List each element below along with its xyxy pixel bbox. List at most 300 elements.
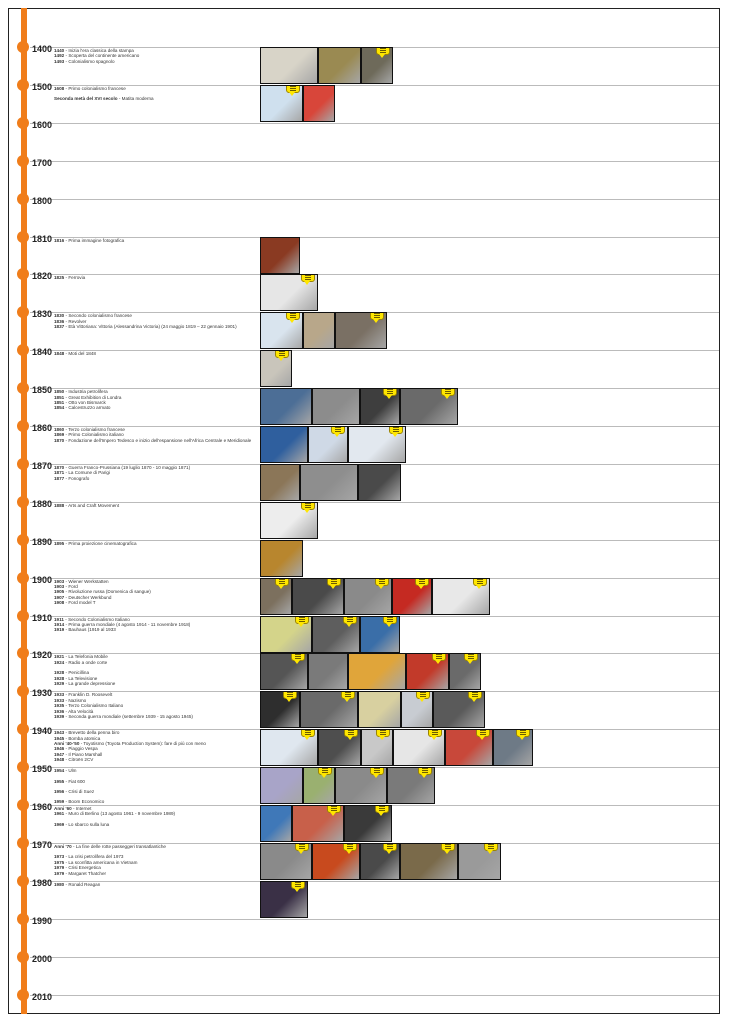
event-text: Bauhaus (1919 al 1933 <box>68 627 116 633</box>
event-item: 1939 - Seconda guerra mondiale (settembre 1939 - 15 agosto 1945) <box>54 713 193 719</box>
event-text: Ford model T <box>68 600 96 606</box>
event-text: Revolver <box>68 318 87 324</box>
note-icon[interactable] <box>283 691 297 699</box>
event-text: La crisi petrolifera del 1973 <box>68 854 124 860</box>
event-photo[interactable] <box>260 350 292 387</box>
event-text: Prima immagine fotografica <box>68 237 125 243</box>
note-icon[interactable] <box>476 729 490 737</box>
note-icon[interactable] <box>370 767 384 775</box>
note-icon[interactable] <box>286 85 300 93</box>
note-icon[interactable] <box>376 47 390 55</box>
year-label: 1500 <box>32 81 53 92</box>
image-strip <box>260 540 303 577</box>
event-photo[interactable] <box>260 237 300 274</box>
note-icon[interactable] <box>331 426 345 434</box>
year-marker-dot <box>17 155 29 167</box>
event-photo[interactable] <box>303 85 335 122</box>
event-photo[interactable] <box>348 426 406 463</box>
note-icon[interactable] <box>295 843 309 851</box>
event-photo[interactable] <box>358 464 401 501</box>
event-item: 1871 - La Comune di Parigi <box>54 470 110 476</box>
event-item: 1850 - Industria petrolifera <box>54 389 108 395</box>
year-marker-dot <box>17 837 29 849</box>
event-photo[interactable] <box>308 426 348 463</box>
event-item: 1933 - Franklin D. Roosevelt <box>54 692 113 698</box>
event-list <box>54 768 259 805</box>
event-text: Terzo colonialismo francese <box>68 427 125 432</box>
event-item: 1895 - Prima proiezione cinematografica <box>54 540 137 546</box>
event-date: 1933 <box>54 692 65 698</box>
year-marker-dot <box>17 875 29 887</box>
event-photo[interactable] <box>260 388 312 425</box>
event-date: 1903 <box>54 584 65 589</box>
event-photo[interactable] <box>260 502 318 539</box>
event-date: 1933 <box>54 697 65 703</box>
event-date: 1947 <box>54 751 65 757</box>
event-item: Seconda metà del XVI secolo - Matita moderna <box>54 96 154 102</box>
row-rule <box>30 957 719 958</box>
year-label: 1850 <box>32 385 53 396</box>
event-date: 1955 <box>54 778 65 784</box>
event-text: Prima guerra mondiale (4 agosto 1914 - 11 novembre 1918) <box>68 621 191 627</box>
row-rule <box>30 123 719 124</box>
year-marker-dot <box>17 799 29 811</box>
note-icon[interactable] <box>383 388 397 396</box>
note-icon[interactable] <box>295 616 309 624</box>
event-date: 1943 <box>54 730 65 736</box>
event-photo[interactable] <box>360 843 400 880</box>
event-text: Fiat 600 <box>68 778 85 784</box>
event-photo[interactable] <box>318 47 361 84</box>
event-text: Toyotismo (Toyota Production System): fare di più con meno <box>83 741 206 746</box>
event-text: Penicillina <box>68 670 90 676</box>
event-date: 1946 <box>54 746 65 752</box>
year-label: 1820 <box>32 271 53 282</box>
event-date: 1907 <box>54 594 65 600</box>
image-strip <box>260 805 392 842</box>
event-text: La sconfitta americana in Vietnam <box>68 859 138 865</box>
event-photo[interactable] <box>361 729 393 766</box>
event-list <box>54 275 259 280</box>
year-label: 2010 <box>32 991 53 1002</box>
event-text: Ronald Reagan <box>68 881 101 887</box>
year-label: 1600 <box>32 119 53 130</box>
event-date: 1924 <box>54 659 65 665</box>
event-photo[interactable] <box>406 653 449 690</box>
event-date: 1905 <box>54 589 65 595</box>
event-date: Anni '70 <box>54 843 72 849</box>
event-list <box>54 806 259 827</box>
event-text: Franklin D. Roosevelt <box>68 692 113 698</box>
year-marker-dot <box>17 610 29 622</box>
note-icon[interactable] <box>468 691 482 699</box>
event-text: La Comune di Parigi <box>68 470 110 476</box>
event-item: 1905 - Rivoluzione russa (Domenica di sangue) <box>54 589 151 595</box>
year-label: 1890 <box>32 536 53 547</box>
event-date: 1935 <box>54 703 65 709</box>
note-icon[interactable] <box>428 729 442 737</box>
event-photo[interactable] <box>432 578 490 615</box>
event-list <box>54 654 259 686</box>
event-text: Great Exhibition di Londra <box>68 394 122 400</box>
event-photo[interactable] <box>449 653 481 690</box>
event-date: 1973 <box>54 854 65 860</box>
event-photo[interactable] <box>260 881 308 918</box>
event-photo[interactable] <box>260 540 303 577</box>
event-date: 1911 <box>54 616 64 622</box>
year-label: 1960 <box>32 802 53 812</box>
event-photo[interactable] <box>308 653 348 690</box>
image-strip <box>260 729 533 766</box>
event-text: Citroën 2CV <box>68 757 94 763</box>
image-strip <box>260 691 485 728</box>
event-list <box>54 313 259 329</box>
event-photo[interactable] <box>393 729 445 766</box>
event-list <box>54 730 259 762</box>
event-photo[interactable] <box>312 616 360 653</box>
event-item: 1907 - Deutscher Werkbund <box>54 594 112 600</box>
note-icon[interactable] <box>370 312 384 320</box>
event-photo[interactable] <box>458 843 501 880</box>
event-text: Internet <box>75 806 92 811</box>
event-date: 1825 <box>54 275 65 281</box>
event-text: La fine delle rotte passeggeri transatlantiche <box>75 843 166 849</box>
event-date: 1851 <box>54 399 65 405</box>
note-icon[interactable] <box>375 805 389 813</box>
event-list <box>54 389 259 411</box>
note-icon[interactable] <box>418 767 432 775</box>
event-date: 1830 <box>54 313 65 319</box>
event-item: 1935 - Terzo Colonialismo Italiano <box>54 703 124 709</box>
event-photo[interactable] <box>400 843 458 880</box>
event-text: Nazismo <box>68 697 87 703</box>
note-icon[interactable] <box>516 729 530 737</box>
event-text: La grande depressione <box>68 681 116 687</box>
event-item: 1870 - Guerra Franco-Prussiana (19 luglio 1870 - 10 maggio 1871) <box>54 464 191 470</box>
note-icon[interactable] <box>383 616 397 624</box>
note-icon[interactable] <box>286 312 300 320</box>
event-item: 1877 - Fonografo <box>54 475 90 481</box>
event-item: 1440 - Inizia l'era classica della stampa <box>54 48 134 53</box>
event-list <box>54 465 259 481</box>
event-date: 1928 <box>54 670 65 676</box>
event-date: 1945 <box>54 735 65 741</box>
year-marker-dot <box>17 761 29 773</box>
note-icon[interactable] <box>301 729 315 737</box>
event-date: 1836 <box>54 318 65 324</box>
event-photo[interactable] <box>260 578 292 615</box>
event-date: 1921 <box>54 654 65 660</box>
event-item: 1903 - Wiener Werkstatten <box>54 578 109 584</box>
event-item: 1979 - Crisi Energetica <box>54 865 101 871</box>
event-item: 1914 - Prima guerra mondiale (4 agosto 1914 - 11 novembre 1918) <box>54 621 191 627</box>
event-text: Colonialismo spagnolo <box>68 58 115 64</box>
event-list <box>54 351 259 356</box>
event-text: Ford <box>68 584 78 589</box>
event-photo[interactable] <box>260 843 312 880</box>
image-strip <box>260 312 387 349</box>
event-photo[interactable] <box>335 312 387 349</box>
event-list <box>54 882 259 887</box>
event-photo[interactable] <box>312 388 360 425</box>
event-date: 1914 <box>54 621 65 627</box>
event-item: 1961 - Muro di Berlino (13 agosto 1961 - 9 novembre 1989) <box>54 811 176 817</box>
year-label: 1800 <box>32 195 53 206</box>
event-photo[interactable] <box>312 843 360 880</box>
event-photo[interactable] <box>318 729 361 766</box>
year-label: 1940 <box>32 726 53 737</box>
image-strip <box>260 237 300 274</box>
note-icon[interactable] <box>291 653 305 661</box>
event-text: La Telefonia Mobile <box>68 654 108 660</box>
event-photo[interactable] <box>445 729 493 766</box>
event-item: 1851 - Otto von Bismarck <box>54 399 106 405</box>
year-label: 1990 <box>32 915 53 926</box>
event-photo[interactable] <box>361 47 393 84</box>
image-strip <box>260 578 490 615</box>
event-text: Secondo Colonialismo Italiano <box>68 616 130 622</box>
event-text: Fondazione dell'Impero Tedesco e inizio dell'espansione nell'Africa Centrale e Meridionale <box>68 437 252 443</box>
event-item: 1851 - Great Exhibition di Londra <box>54 394 122 400</box>
event-list <box>54 48 259 64</box>
event-item: 1908 - Ford model T <box>54 600 96 606</box>
event-date: 1895 <box>54 540 65 546</box>
event-text: Otto von Bismarck <box>68 399 106 405</box>
event-date: 1850 <box>54 389 65 395</box>
event-date: 1877 <box>54 475 65 481</box>
year-marker-dot <box>17 382 29 394</box>
note-icon[interactable] <box>464 653 478 661</box>
event-text: Prima proiezione cinematografica <box>68 540 137 546</box>
note-icon[interactable] <box>432 653 446 661</box>
event-item: 1980 - Ronald Reagan <box>54 881 101 887</box>
event-text: Radio a onde corte <box>68 659 108 665</box>
event-item: 1921 - La Telefonia Mobile <box>54 654 108 660</box>
event-item: 1948 - Citroën 2CV <box>54 757 94 763</box>
event-text: Primo colonialismo francese <box>68 85 126 91</box>
note-icon[interactable] <box>301 502 315 510</box>
year-label: 1910 <box>32 612 53 623</box>
event-item: 1933 - Nazismo <box>54 697 87 703</box>
event-item: 1854 - Calcestruzzo armato <box>54 405 111 411</box>
event-photo[interactable] <box>260 464 300 501</box>
note-icon[interactable] <box>416 691 430 699</box>
event-photo[interactable] <box>400 388 458 425</box>
event-item: 1870 - Fondazione dell'Impero Tedesco e inizio dell'espansione nell'Africa Centrale e Meridionale <box>54 437 252 443</box>
image-strip <box>260 464 401 501</box>
event-date: 1975 <box>54 859 65 865</box>
event-list <box>54 238 259 243</box>
event-photo[interactable] <box>260 312 303 349</box>
event-text: Rivoluzione russa (Domenica di sangue) <box>68 589 151 595</box>
event-text: Scoperta del continente americano <box>68 53 140 59</box>
event-photo[interactable] <box>260 426 308 463</box>
note-icon[interactable] <box>473 578 487 586</box>
event-text: Bomba atomica <box>68 735 101 741</box>
event-text: Età Vittoriana: Vittoria (Alessandrina Victoria) (24 maggio 1819 – 22 gennaio 1901) <box>68 324 237 330</box>
year-marker-dot <box>17 117 29 129</box>
year-label: 1860 <box>32 423 53 433</box>
event-photo[interactable] <box>303 767 335 804</box>
event-item: 1888 - Arts and Craft Movement <box>54 502 120 508</box>
event-photo[interactable] <box>493 729 533 766</box>
event-date: 1816 <box>54 237 65 243</box>
event-photo[interactable] <box>392 578 432 615</box>
event-item: 1928 - Penicillina <box>54 670 90 676</box>
event-photo[interactable] <box>303 312 335 349</box>
event-date: 1493 <box>54 58 65 64</box>
note-icon[interactable] <box>375 578 389 586</box>
event-photo[interactable] <box>360 616 400 653</box>
event-date: 1980 <box>54 881 65 887</box>
image-strip <box>260 881 308 918</box>
event-text: Margaret Thatcher <box>68 870 107 876</box>
event-photo[interactable] <box>292 805 344 842</box>
event-text: Calcestruzzo armato <box>68 405 111 411</box>
event-photo[interactable] <box>260 729 318 766</box>
image-strip <box>260 843 501 880</box>
event-photo[interactable] <box>358 691 401 728</box>
event-photo[interactable] <box>260 691 300 728</box>
event-list <box>54 844 259 876</box>
note-icon[interactable] <box>327 578 341 586</box>
event-list <box>54 692 259 719</box>
note-icon[interactable] <box>441 388 455 396</box>
image-strip <box>260 426 406 463</box>
note-icon[interactable] <box>327 805 341 813</box>
year-label: 1700 <box>32 157 53 168</box>
event-date: 1961 <box>54 811 65 817</box>
event-list <box>54 579 259 606</box>
year-label: 2000 <box>32 953 53 964</box>
event-date: 1919 <box>54 627 65 633</box>
event-photo[interactable] <box>260 85 303 122</box>
event-photo[interactable] <box>433 691 485 728</box>
event-date: 1979 <box>54 865 65 871</box>
note-icon[interactable] <box>441 843 455 851</box>
note-icon[interactable] <box>376 729 390 737</box>
note-icon[interactable] <box>484 843 498 851</box>
note-icon[interactable] <box>344 729 358 737</box>
year-marker-dot <box>17 534 29 546</box>
year-label: 1970 <box>32 839 53 850</box>
note-icon[interactable] <box>318 767 332 775</box>
event-date: Seconda metà del XVI secolo <box>54 96 118 102</box>
event-date: 1908 <box>54 600 65 606</box>
event-date: 1969 <box>54 821 65 827</box>
year-marker-dot <box>17 496 29 508</box>
event-date: 1440 <box>54 48 65 53</box>
note-icon[interactable] <box>343 616 357 624</box>
event-date: 1870 <box>54 464 65 470</box>
event-item: 1493 - Colonialismo spagnolo <box>54 58 115 64</box>
event-photo[interactable] <box>401 691 433 728</box>
event-date: 1492 <box>54 53 65 59</box>
event-date: 1903 <box>54 578 65 584</box>
year-label: 1900 <box>32 574 53 585</box>
event-item: 1973 - La crisi petrolifera del 1973 <box>54 854 124 860</box>
event-item: 1954 - Ulm <box>54 768 77 774</box>
event-text: La Televisione <box>68 675 98 681</box>
image-strip <box>260 47 393 84</box>
event-text: Secondo colonialismo francese <box>68 313 132 319</box>
year-label: 1810 <box>32 233 53 244</box>
event-text: Wiener Werkstatten <box>68 578 109 584</box>
year-marker-dot <box>17 193 29 205</box>
note-icon[interactable] <box>341 691 355 699</box>
year-marker-dot <box>17 913 29 925</box>
event-text: Alta Velocità <box>68 708 94 714</box>
event-photo[interactable] <box>300 464 358 501</box>
event-date: 1939 <box>54 713 65 719</box>
event-date: 1848 <box>54 351 65 357</box>
note-icon[interactable] <box>383 843 397 851</box>
year-label: 1980 <box>32 877 53 888</box>
note-icon[interactable] <box>343 843 357 851</box>
event-item: Anni '60 - Internet <box>54 806 92 811</box>
event-photo[interactable] <box>344 578 392 615</box>
event-photo[interactable] <box>260 616 312 653</box>
event-photo[interactable] <box>387 767 435 804</box>
event-date: 1954 <box>54 768 65 774</box>
row-rule <box>30 199 719 200</box>
image-strip <box>260 388 458 425</box>
event-photo[interactable] <box>260 274 318 311</box>
image-strip <box>260 502 318 539</box>
row-rule <box>30 161 719 162</box>
note-icon[interactable] <box>301 274 315 282</box>
image-strip <box>260 616 400 653</box>
event-item: 1903 - Ford <box>54 584 78 589</box>
year-label: 1400 <box>32 44 53 54</box>
event-item: 1492 - Scoperta del continente americano <box>54 53 140 59</box>
event-item: 1975 - La sconfitta americana in Vietnam <box>54 859 138 865</box>
year-marker-dot <box>17 951 29 963</box>
note-icon[interactable] <box>389 426 403 434</box>
event-photo[interactable] <box>260 805 292 842</box>
note-icon[interactable] <box>291 881 305 889</box>
event-date: 1851 <box>54 394 65 400</box>
event-item: 1928 - La Televisione <box>54 675 98 681</box>
note-icon[interactable] <box>415 578 429 586</box>
event-photo[interactable] <box>260 47 318 84</box>
event-photo[interactable] <box>292 578 344 615</box>
event-photo[interactable] <box>335 767 387 804</box>
event-date: 1888 <box>54 502 65 508</box>
event-photo[interactable] <box>260 767 303 804</box>
event-photo[interactable] <box>348 653 406 690</box>
event-photo[interactable] <box>344 805 392 842</box>
event-list <box>54 427 259 443</box>
event-item: 1929 - La grande depressione <box>54 681 116 687</box>
event-photo[interactable] <box>360 388 400 425</box>
event-text: Arts and Craft Movement <box>68 502 120 508</box>
year-marker-dot <box>17 231 29 243</box>
event-photo[interactable] <box>300 691 358 728</box>
event-text: Piaggio Vespa <box>68 746 98 752</box>
event-item: 1979 - Margaret Thatcher <box>54 870 107 876</box>
event-text: Deutscher Werkbund <box>68 594 112 600</box>
event-item: 1608 - Primo colonialismo francese <box>54 85 126 91</box>
note-icon[interactable] <box>275 350 289 358</box>
event-photo[interactable] <box>260 653 308 690</box>
event-date: 1608 <box>54 85 65 91</box>
event-item: 1969 - Lo sbarco sulla luna <box>54 821 110 827</box>
event-date: 1870 <box>54 437 65 443</box>
note-icon[interactable] <box>275 578 289 586</box>
event-date: 1871 <box>54 470 65 476</box>
year-marker-dot <box>17 79 29 91</box>
